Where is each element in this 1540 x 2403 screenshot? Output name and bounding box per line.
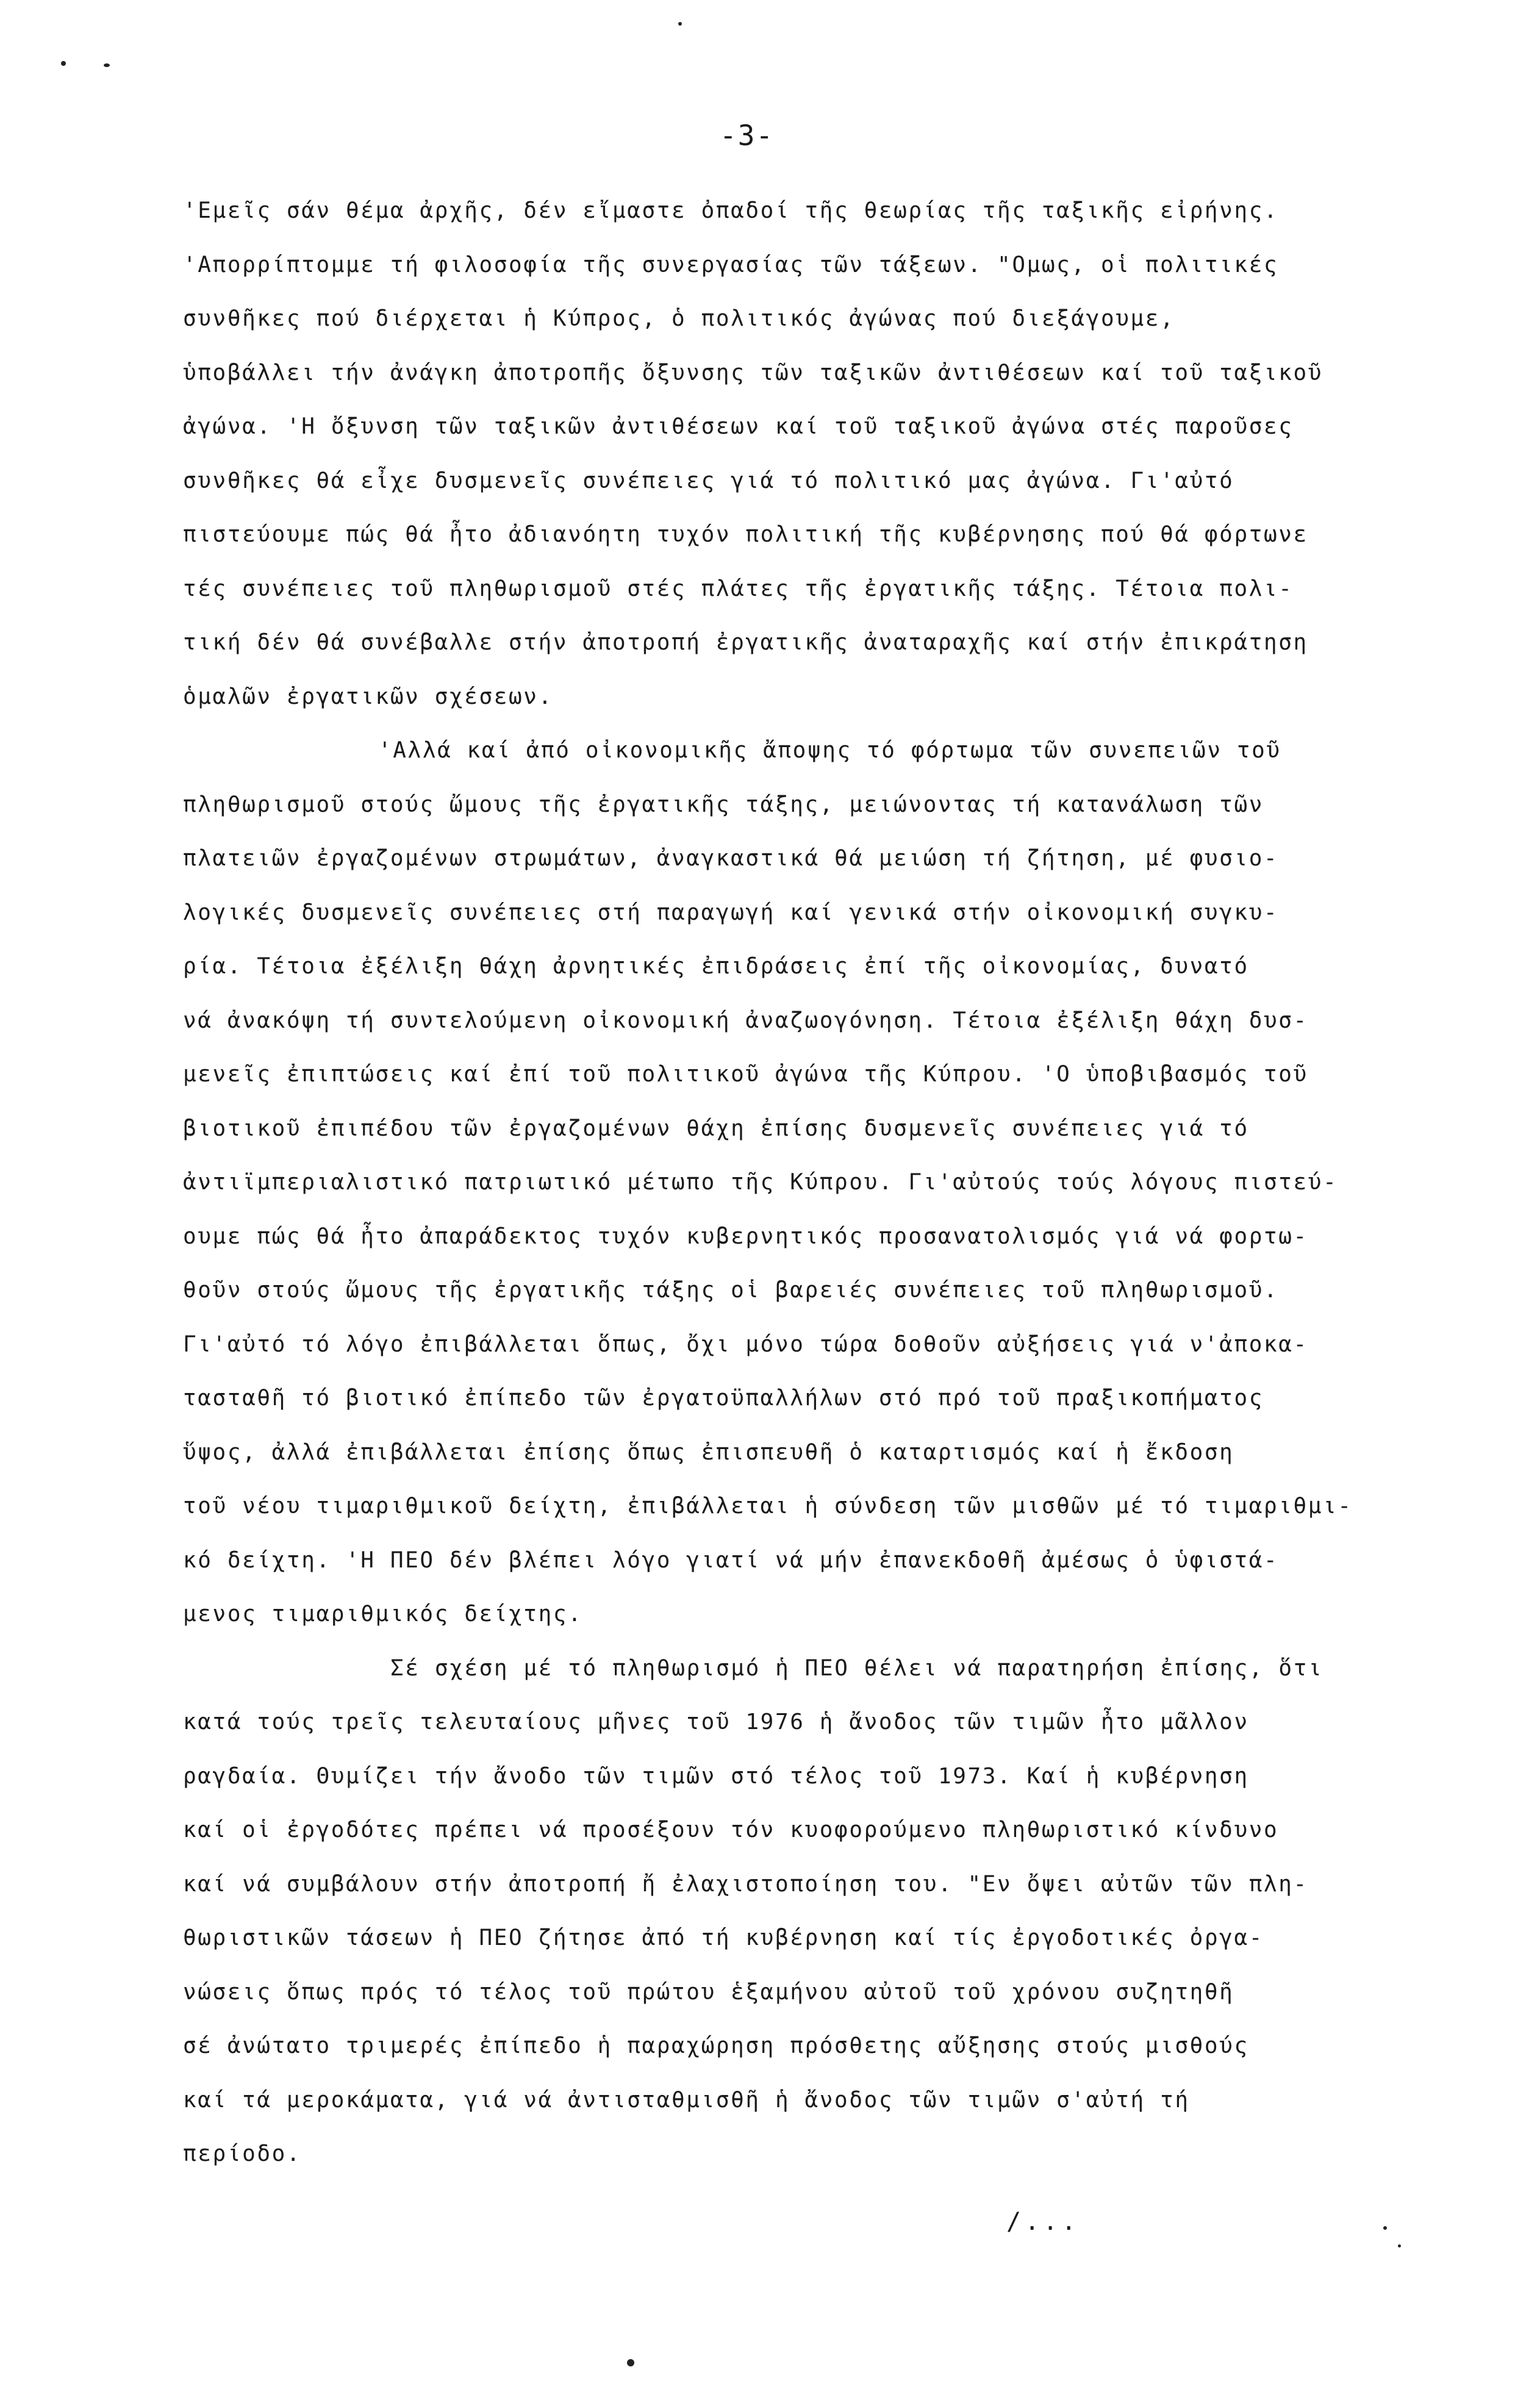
text-line: μενος τιμαριθμικός δείχτης.: [183, 1602, 583, 1627]
page-number: -3-: [720, 119, 775, 152]
scan-speck: [104, 63, 110, 67]
text-line: κό δείχτη. 'Η ΠΕΟ δέν βλέπει λόγο γιατί νά μήν ἐπανεκδοθῆ ἀμέσως ὁ ὑφιστά-: [183, 1547, 1279, 1573]
text-line: θωριστικῶν τάσεων ἡ ΠΕΟ ζήτησε ἀπό τή κυβέρνηση καί τίς ἐργοδοτικές ὀργα-: [183, 1925, 1264, 1950]
text-line: 'Απορρίπτομμε τή φιλοσοφία τῆς συνεργασίας τῶν τάξεων. "Ομως, οἱ πολιτικές: [183, 252, 1279, 278]
text-line: σέ ἀνώτατο τριμερές ἐπίπεδο ἡ παραχώρηση πρόσθετης αὔξησης στούς μισθούς: [183, 2033, 1249, 2058]
text-line: συνθῆκες θά εἶχε δυσμενεῖς συνέπειες γιά τό πολιτικό μας ἀγώνα. Γι'αὐτό: [183, 468, 1234, 493]
text-line: τική δέν θά συνέβαλλε στήν ἀποτροπή ἐργατικῆς ἀναταραχῆς καί στήν ἐπικράτηση: [183, 630, 1308, 655]
text-line: ουμε πώς θά ἦτο ἀπαράδεκτος τυχόν κυβερνητικός προσανατολισμός γιά νά φορτω-: [183, 1223, 1308, 1249]
text-line: ὁμαλῶν ἐργατικῶν σχέσεων.: [183, 684, 553, 709]
continuation-mark: /...: [1006, 2208, 1080, 2236]
text-line: κατά τούς τρεῖς τελευταίους μῆνες τοῦ 1976 ἡ ἄνοδος τῶν τιμῶν ἦτο μᾶλλον: [183, 1710, 1249, 1735]
text-line: πληθωρισμοῦ στούς ὤμους τῆς ἐργατικῆς τάξης, μειώνοντας τή κατανάλωση τῶν: [183, 792, 1264, 817]
scan-speck: [61, 61, 66, 66]
text-line: νά ἀνακόψη τή συντελούμενη οἰκονομική ἀναζωογόνηση. Τέτοια ἐξέλιξη θάχη δυσ-: [183, 1008, 1308, 1033]
paragraph-start-line: 'Αλλά καί ἀπό οἰκονομικῆς ἄποψης τό φόρτωμα τῶν συνεπειῶν τοῦ: [378, 738, 1281, 763]
text-line: τές συνέπειες τοῦ πληθωρισμοῦ στές πλάτες τῆς ἐργατικῆς τάξης. Τέτοια πολι-: [183, 576, 1294, 601]
text-line: τασταθῆ τό βιοτικό ἐπίπεδο τῶν ἐργατοϋπαλλήλων στό πρό τοῦ πραξικοπήματος: [183, 1386, 1264, 1411]
text-line: πιστεύουμε πώς θά ἦτο ἀδιανόητη τυχόν πολιτική τῆς κυβέρνησης πού θά φόρτωνε: [183, 522, 1308, 547]
scan-speck: [678, 22, 682, 26]
text-line: καί νά συμβάλουν στήν ἀποτροπή ἤ ἐλαχιστοποίηση του. "Εν ὄψει αὐτῶν τῶν πλη-: [183, 1871, 1308, 1897]
text-line: συνθῆκες πού διέρχεται ἡ Κύπρος, ὁ πολιτικός ἀγώνας πού διεξάγουμε,: [183, 306, 1175, 331]
text-line: ρία. Τέτοια ἐξέλιξη θάχη ἀρνητικές ἐπιδράσεις ἐπί τῆς οἰκονομίας, δυνατό: [183, 954, 1249, 979]
text-line: βιοτικοῦ ἐπιπέδου τῶν ἐργαζομένων θάχη ἐπίσης δυσμενεῖς συνέπειες γιά τό: [183, 1116, 1249, 1141]
text-line: ἀντιϊμπεριαλιστικό πατριωτικό μέτωπο τῆς Κύπρου. Γι'αὐτούς τούς λόγους πιστεύ-: [183, 1170, 1338, 1195]
scan-speck: [627, 2359, 634, 2366]
text-line: μενεῖς ἐπιπτώσεις καί ἐπί τοῦ πολιτικοῦ ἀγώνα τῆς Κύπρου. 'Ο ὑποβιβασμός τοῦ: [183, 1062, 1308, 1087]
body-text: [183, 184, 1378, 2182]
text-line: Γι'αὐτό τό λόγο ἐπιβάλλεται ὅπως, ὄχι μόνο τώρα δοθοῦν αὐξήσεις γιά ν'ἀποκα-: [183, 1331, 1308, 1357]
text-line: 'Εμεῖς σάν θέμα ἀρχῆς, δέν εἴμαστε ὀπαδοί τῆς θεωρίας τῆς ταξικῆς εἰρήνης.: [183, 198, 1279, 223]
text-line: περίοδο.: [183, 2141, 302, 2166]
text-line: καί τά μεροκάματα, γιά νά ἀντισταθμισθῆ ἡ ἄνοδος τῶν τιμῶν σ'αὐτή τή: [183, 2087, 1190, 2113]
paragraph-start-line: Σέ σχέση μέ τό πληθωρισμό ἡ ΠΕΟ θέλει νά παρατηρήση ἐπίσης, ὅτι: [390, 1655, 1323, 1681]
text-line: πλατειῶν ἐργαζομένων στρωμάτων, ἀναγκαστικά θά μειώση τή ζήτηση, μέ φυσιο-: [183, 846, 1279, 871]
scan-speck: [1398, 2244, 1401, 2247]
text-line: νώσεις ὅπως πρός τό τέλος τοῦ πρώτου ἑξαμήνου αὐτοῦ τοῦ χρόνου συζητηθῆ: [183, 1979, 1234, 2005]
text-line: λογικές δυσμενεῖς συνέπειες στή παραγωγή καί γενικά στήν οἰκονομική συγκυ-: [183, 900, 1279, 925]
text-line: ἀγώνα. 'Η ὄξυνση τῶν ταξικῶν ἀντιθέσεων καί τοῦ ταξικοῦ ἀγώνα στές παροῦσες: [183, 414, 1294, 439]
text-line: καί οἱ ἐργοδότες πρέπει νά προσέξουν τόν κυοφορούμενο πληθωριστικό κίνδυνο: [183, 1817, 1279, 1843]
text-line: θοῦν στούς ὤμους τῆς ἐργατικῆς τάξης οἱ βαρειές συνέπειες τοῦ πληθωρισμοῦ.: [183, 1278, 1279, 1303]
text-line: τοῦ νέου τιμαριθμικοῦ δείχτη, ἐπιβάλλεται ἡ σύνδεση τῶν μισθῶν μέ τό τιμαριθμι-: [183, 1494, 1353, 1519]
text-line: ραγδαία. Θυμίζει τήν ἄνοδο τῶν τιμῶν στό τέλος τοῦ 1973. Καί ἡ κυβέρνηση: [183, 1763, 1249, 1789]
scan-speck: [1383, 2226, 1387, 2230]
text-line: ὕψος, ἀλλά ἐπιβάλλεται ἐπίσης ὅπως ἐπισπευθῆ ὁ καταρτισμός καί ἡ ἔκδοση: [183, 1439, 1234, 1465]
text-line: ὑποβάλλει τήν ἀνάγκη ἀποτροπῆς ὄξυνσης τῶν ταξικῶν ἀντιθέσεων καί τοῦ ταξικοῦ: [183, 360, 1323, 385]
